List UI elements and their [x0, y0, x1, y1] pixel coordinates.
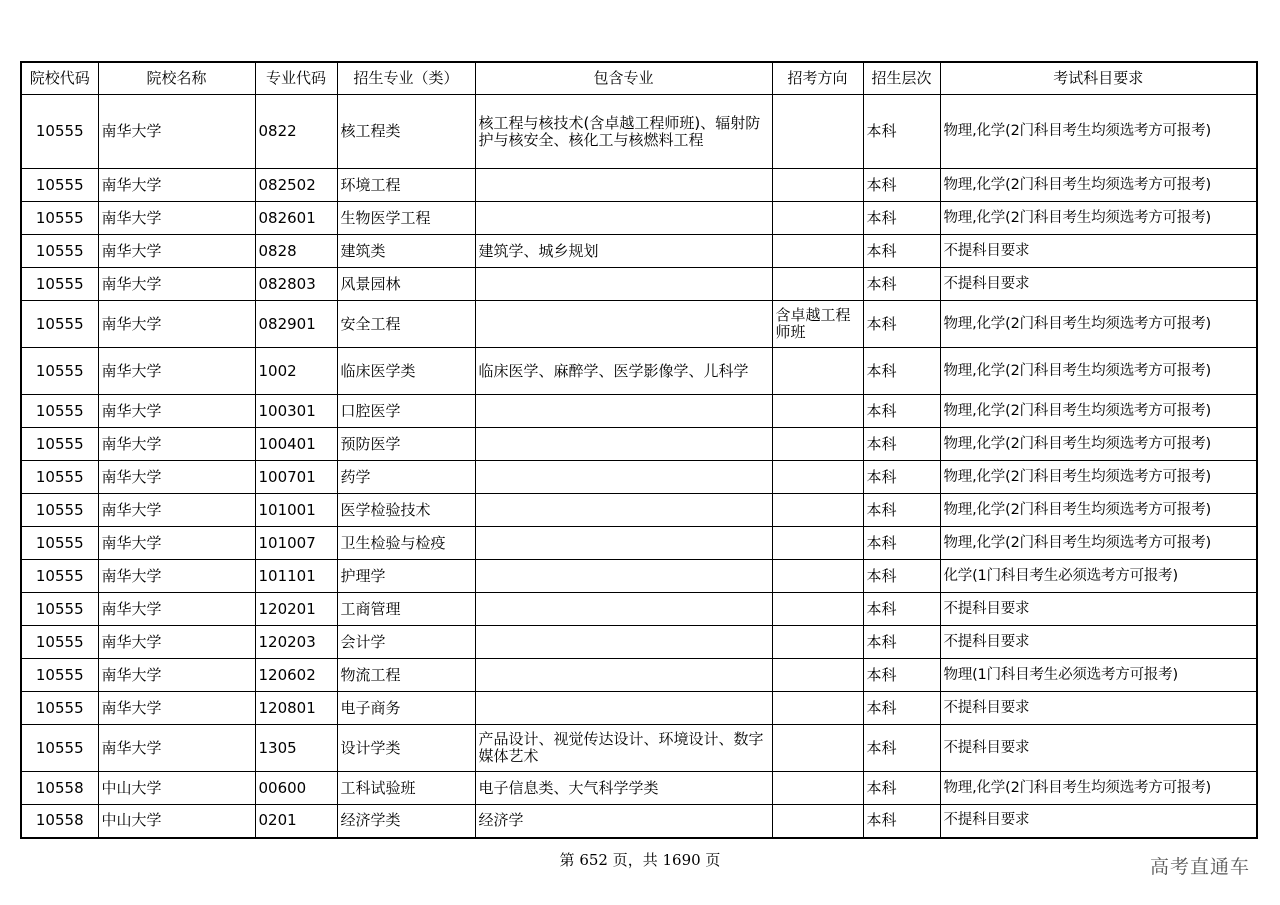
cell-included-majors	[475, 268, 772, 301]
cell-major-code: 120201	[255, 593, 337, 626]
cell-school-code: 10555	[21, 169, 98, 202]
cell-included-majors	[475, 202, 772, 235]
header-major-category: 招生专业（类）	[337, 62, 475, 95]
cell-level: 本科	[863, 527, 940, 560]
cell-direction	[772, 395, 863, 428]
cell-level: 本科	[863, 428, 940, 461]
header-subject-requirement: 考试科目要求	[940, 62, 1257, 95]
cell-school-name: 南华大学	[98, 692, 255, 725]
cell-level: 本科	[863, 805, 940, 838]
cell-included-majors	[475, 593, 772, 626]
cell-major-code: 120602	[255, 659, 337, 692]
cell-school-name: 南华大学	[98, 659, 255, 692]
cell-subject-requirement: 物理,化学(2门科目考生均须选考方可报考)	[940, 494, 1257, 527]
cell-school-code: 10555	[21, 593, 98, 626]
cell-included-majors	[475, 560, 772, 593]
cell-school-code: 10555	[21, 428, 98, 461]
cell-major-code: 0201	[255, 805, 337, 838]
cell-major-code: 00600	[255, 772, 337, 805]
cell-school-name: 南华大学	[98, 560, 255, 593]
table-row	[21, 593, 1257, 626]
cell-direction	[772, 235, 863, 268]
cell-school-name: 南华大学	[98, 348, 255, 395]
table-row	[21, 725, 1257, 772]
cell-included-majors: 核工程与核技术(含卓越工程师班)、辐射防护与核安全、核化工与核燃料工程	[475, 95, 772, 169]
table-row	[21, 235, 1257, 268]
cell-major-code: 100401	[255, 428, 337, 461]
cell-subject-requirement: 不提科目要求	[940, 692, 1257, 725]
table-row	[21, 428, 1257, 461]
cell-school-name: 南华大学	[98, 268, 255, 301]
cell-major-category: 建筑类	[337, 235, 475, 268]
cell-school-code: 10555	[21, 725, 98, 772]
cell-major-category: 工科试验班	[337, 772, 475, 805]
cell-school-code: 10555	[21, 659, 98, 692]
cell-school-code: 10555	[21, 692, 98, 725]
cell-major-category: 设计学类	[337, 725, 475, 772]
cell-included-majors	[475, 659, 772, 692]
cell-major-category: 核工程类	[337, 95, 475, 169]
cell-school-name: 南华大学	[98, 494, 255, 527]
table-row	[21, 527, 1257, 560]
cell-school-code: 10555	[21, 268, 98, 301]
cell-major-category: 安全工程	[337, 301, 475, 348]
cell-level: 本科	[863, 626, 940, 659]
cell-school-name: 南华大学	[98, 169, 255, 202]
cell-school-name: 南华大学	[98, 725, 255, 772]
cell-subject-requirement: 物理(1门科目考生必须选考方可报考)	[940, 659, 1257, 692]
cell-major-code: 100701	[255, 461, 337, 494]
cell-school-code: 10558	[21, 772, 98, 805]
cell-major-code: 082901	[255, 301, 337, 348]
cell-level: 本科	[863, 725, 940, 772]
cell-subject-requirement: 不提科目要求	[940, 725, 1257, 772]
cell-direction	[772, 494, 863, 527]
cell-major-category: 护理学	[337, 560, 475, 593]
cell-major-category: 经济学类	[337, 805, 475, 838]
cell-subject-requirement: 物理,化学(2门科目考生均须选考方可报考)	[940, 301, 1257, 348]
cell-major-category: 会计学	[337, 626, 475, 659]
cell-school-name: 南华大学	[98, 593, 255, 626]
cell-subject-requirement: 不提科目要求	[940, 268, 1257, 301]
cell-school-name: 南华大学	[98, 235, 255, 268]
cell-direction	[772, 626, 863, 659]
table-row	[21, 805, 1257, 838]
cell-major-category: 物流工程	[337, 659, 475, 692]
cell-level: 本科	[863, 772, 940, 805]
cell-direction	[772, 348, 863, 395]
cell-level: 本科	[863, 395, 940, 428]
cell-included-majors	[475, 428, 772, 461]
cell-direction	[772, 428, 863, 461]
cell-major-code: 0828	[255, 235, 337, 268]
cell-school-code: 10555	[21, 527, 98, 560]
cell-subject-requirement: 物理,化学(2门科目考生均须选考方可报考)	[940, 527, 1257, 560]
table-row	[21, 202, 1257, 235]
cell-major-code: 1305	[255, 725, 337, 772]
admissions-table	[20, 61, 1258, 839]
cell-school-name: 中山大学	[98, 772, 255, 805]
cell-subject-requirement: 不提科目要求	[940, 626, 1257, 659]
header-school-code: 院校代码	[21, 62, 98, 95]
cell-school-name: 南华大学	[98, 461, 255, 494]
cell-major-category: 医学检验技术	[337, 494, 475, 527]
table-row	[21, 301, 1257, 348]
cell-subject-requirement: 物理,化学(2门科目考生均须选考方可报考)	[940, 395, 1257, 428]
cell-subject-requirement: 不提科目要求	[940, 235, 1257, 268]
table-row	[21, 692, 1257, 725]
cell-subject-requirement: 物理,化学(2门科目考生均须选考方可报考)	[940, 202, 1257, 235]
cell-included-majors: 经济学	[475, 805, 772, 838]
cell-school-code: 10555	[21, 348, 98, 395]
table-row	[21, 560, 1257, 593]
cell-level: 本科	[863, 235, 940, 268]
cell-level: 本科	[863, 692, 940, 725]
cell-school-name: 南华大学	[98, 395, 255, 428]
cell-direction	[772, 169, 863, 202]
cell-subject-requirement: 物理,化学(2门科目考生均须选考方可报考)	[940, 169, 1257, 202]
cell-school-name: 南华大学	[98, 202, 255, 235]
table-row	[21, 169, 1257, 202]
cell-major-category: 卫生检验与检疫	[337, 527, 475, 560]
cell-school-code: 10555	[21, 395, 98, 428]
cell-direction	[772, 560, 863, 593]
cell-included-majors: 临床医学、麻醉学、医学影像学、儿科学	[475, 348, 772, 395]
cell-level: 本科	[863, 494, 940, 527]
cell-direction	[772, 527, 863, 560]
cell-school-code: 10555	[21, 301, 98, 348]
cell-included-majors	[475, 169, 772, 202]
cell-major-code: 1002	[255, 348, 337, 395]
cell-subject-requirement: 物理,化学(2门科目考生均须选考方可报考)	[940, 461, 1257, 494]
cell-direction: 含卓越工程师班	[772, 301, 863, 348]
cell-subject-requirement: 物理,化学(2门科目考生均须选考方可报考)	[940, 95, 1257, 169]
cell-direction	[772, 268, 863, 301]
header-included-majors: 包含专业	[475, 62, 772, 95]
table-row	[21, 268, 1257, 301]
cell-school-code: 10555	[21, 202, 98, 235]
header-direction: 招考方向	[772, 62, 863, 95]
cell-major-category: 工商管理	[337, 593, 475, 626]
cell-included-majors	[475, 494, 772, 527]
cell-level: 本科	[863, 348, 940, 395]
cell-school-code: 10555	[21, 235, 98, 268]
cell-major-code: 082803	[255, 268, 337, 301]
cell-subject-requirement: 物理,化学(2门科目考生均须选考方可报考)	[940, 772, 1257, 805]
table-row	[21, 772, 1257, 805]
cell-included-majors: 产品设计、视觉传达设计、环境设计、数字媒体艺术	[475, 725, 772, 772]
cell-major-code: 100301	[255, 395, 337, 428]
cell-major-category: 环境工程	[337, 169, 475, 202]
cell-included-majors: 电子信息类、大气科学学类	[475, 772, 772, 805]
cell-included-majors	[475, 395, 772, 428]
cell-major-category: 药学	[337, 461, 475, 494]
cell-direction	[772, 659, 863, 692]
cell-major-code: 120801	[255, 692, 337, 725]
cell-level: 本科	[863, 202, 940, 235]
cell-school-code: 10555	[21, 560, 98, 593]
cell-included-majors	[475, 692, 772, 725]
cell-direction	[772, 95, 863, 169]
cell-level: 本科	[863, 95, 940, 169]
table-header-row	[21, 62, 1257, 95]
cell-school-name: 南华大学	[98, 527, 255, 560]
cell-major-code: 101101	[255, 560, 337, 593]
cell-school-code: 10555	[21, 95, 98, 169]
cell-level: 本科	[863, 169, 940, 202]
cell-level: 本科	[863, 301, 940, 348]
cell-school-name: 南华大学	[98, 95, 255, 169]
cell-school-name: 南华大学	[98, 301, 255, 348]
cell-included-majors	[475, 626, 772, 659]
cell-included-majors	[475, 527, 772, 560]
cell-school-code: 10558	[21, 805, 98, 838]
cell-major-category: 风景园林	[337, 268, 475, 301]
table-row	[21, 348, 1257, 395]
cell-major-category: 临床医学类	[337, 348, 475, 395]
cell-level: 本科	[863, 560, 940, 593]
cell-school-name: 南华大学	[98, 626, 255, 659]
cell-major-code: 101007	[255, 527, 337, 560]
cell-level: 本科	[863, 461, 940, 494]
cell-included-majors: 建筑学、城乡规划	[475, 235, 772, 268]
table-row	[21, 626, 1257, 659]
cell-school-name: 中山大学	[98, 805, 255, 838]
cell-direction	[772, 593, 863, 626]
table-row	[21, 95, 1257, 169]
cell-major-category: 预防医学	[337, 428, 475, 461]
cell-major-category: 电子商务	[337, 692, 475, 725]
header-school-name: 院校名称	[98, 62, 255, 95]
cell-direction	[772, 461, 863, 494]
cell-subject-requirement: 物理,化学(2门科目考生均须选考方可报考)	[940, 428, 1257, 461]
table-body	[21, 95, 1257, 838]
cell-direction	[772, 772, 863, 805]
cell-included-majors	[475, 301, 772, 348]
table-row	[21, 494, 1257, 527]
cell-major-code: 101001	[255, 494, 337, 527]
cell-level: 本科	[863, 659, 940, 692]
cell-direction	[772, 202, 863, 235]
cell-direction	[772, 805, 863, 838]
cell-school-code: 10555	[21, 461, 98, 494]
cell-level: 本科	[863, 268, 940, 301]
cell-major-code: 082601	[255, 202, 337, 235]
cell-major-code: 082502	[255, 169, 337, 202]
cell-subject-requirement: 物理,化学(2门科目考生均须选考方可报考)	[940, 348, 1257, 395]
cell-subject-requirement: 不提科目要求	[940, 593, 1257, 626]
cell-major-category: 生物医学工程	[337, 202, 475, 235]
cell-subject-requirement: 不提科目要求	[940, 805, 1257, 838]
header-level: 招生层次	[863, 62, 940, 95]
cell-school-code: 10555	[21, 626, 98, 659]
header-major-code: 专业代码	[255, 62, 337, 95]
watermark-logo: 高考直通车	[1149, 856, 1250, 878]
table-row	[21, 659, 1257, 692]
page-number: 第 652 页，共 1690 页	[559, 851, 721, 869]
cell-school-name: 南华大学	[98, 428, 255, 461]
cell-level: 本科	[863, 593, 940, 626]
table-row	[21, 395, 1257, 428]
cell-major-code: 120203	[255, 626, 337, 659]
cell-major-code: 0822	[255, 95, 337, 169]
cell-school-code: 10555	[21, 494, 98, 527]
cell-direction	[772, 725, 863, 772]
table-row	[21, 461, 1257, 494]
cell-included-majors	[475, 461, 772, 494]
cell-subject-requirement: 化学(1门科目考生必须选考方可报考)	[940, 560, 1257, 593]
cell-direction	[772, 692, 863, 725]
cell-major-category: 口腔医学	[337, 395, 475, 428]
